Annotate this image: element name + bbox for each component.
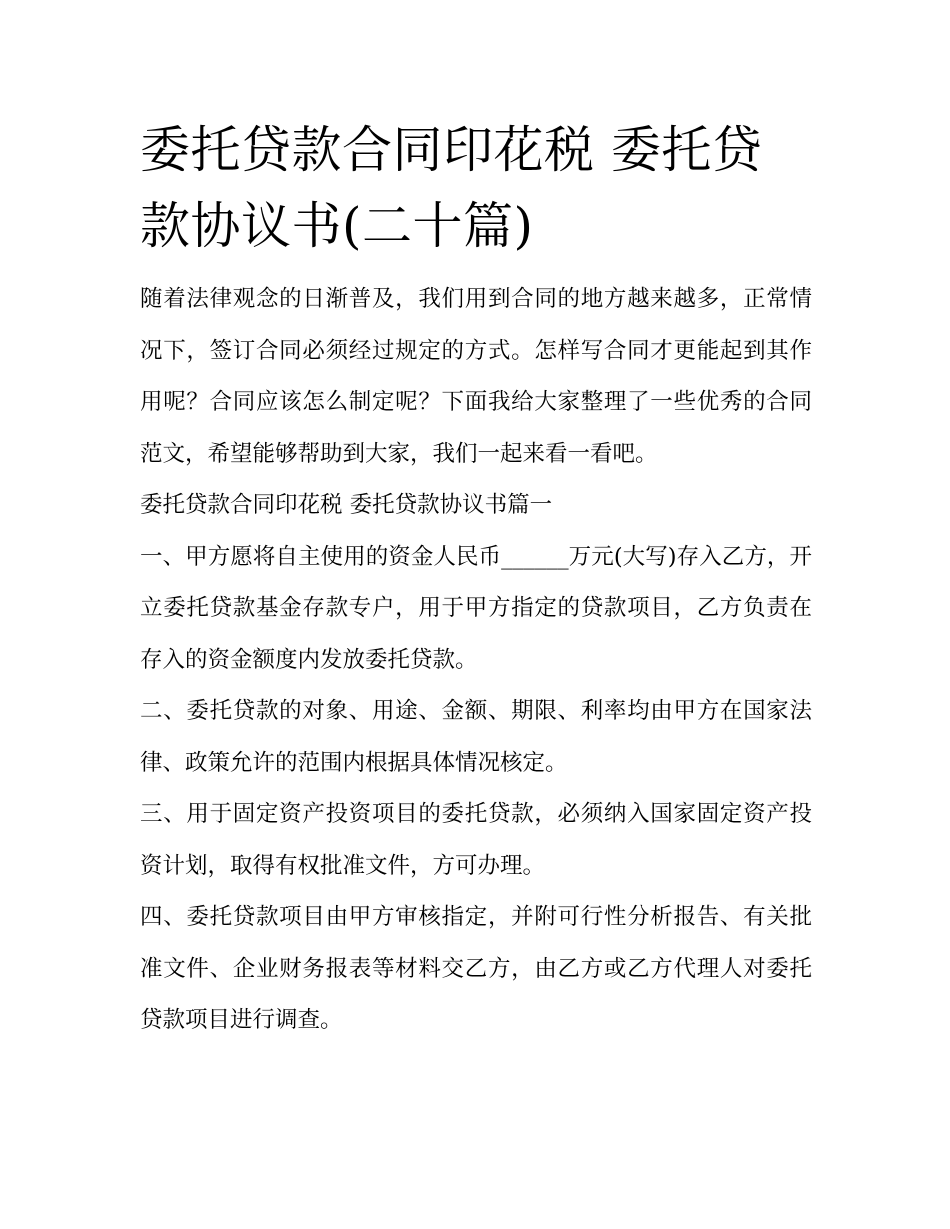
clause-1: 一、甲方愿将自主使用的资金人民币______万元(大写)存入乙方，开立委托贷款基金存款专户，用于甲方指定的贷款项目，乙方负责在存入的资金额度内发放委托贷款。 <box>140 543 812 673</box>
intro-paragraph: 随着法律观念的日渐普及，我们用到合同的地方越来越多，正常情况下，签订合同必须经过规定的方式。怎样写合同才更能起到其作用呢？合同应该怎么制定呢？下面我给大家整理了一些优秀的合同范文，希望能够帮助到大家，我们一起来看一看吧。 <box>140 286 812 467</box>
clause-2: 二、委托贷款的对象、用途、金额、期限、利率均由甲方在国家法律、政策允许的范围内根据具体情况核定。 <box>140 698 812 776</box>
clause-4: 四、委托贷款项目由甲方审核指定，并附可行性分析报告、有关批准文件、企业财务报表等材料交乙方，由乙方或乙方代理人对委托贷款项目进行调查。 <box>140 904 812 1033</box>
document-title: 委托贷款合同印花税 委托贷款协议书(二十篇) <box>140 121 763 255</box>
section-heading: 委托贷款合同印花税 委托贷款协议书篇一 <box>140 492 553 518</box>
document-page <box>140 112 812 1047</box>
clause-3: 三、用于固定资产投资项目的委托贷款，必须纳入国家固定资产投资计划，取得有权批准文件，方可办理。 <box>140 801 812 879</box>
